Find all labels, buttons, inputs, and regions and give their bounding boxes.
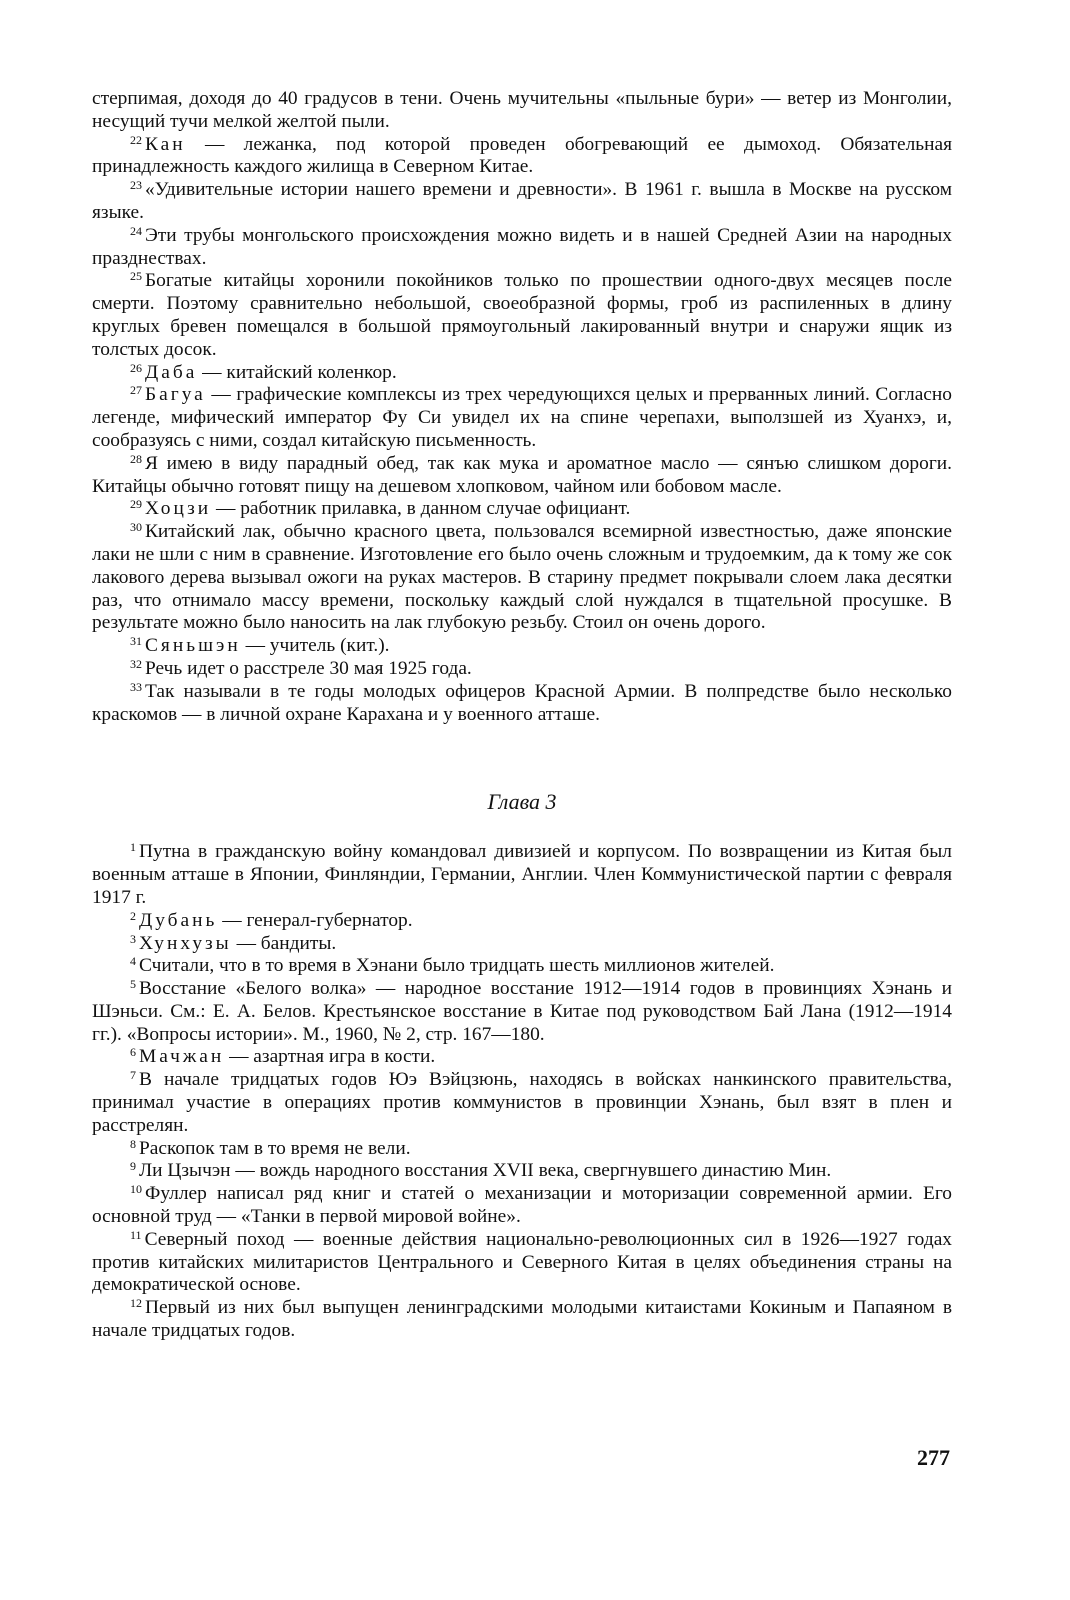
footnote-text: «Удивительные истории нашего времени и древности». В 1961 г. вышла в Москве на русском языке. (92, 179, 952, 223)
footnote (92, 978, 952, 1046)
footnote-number: 32 (130, 656, 142, 671)
footnote-text: Восстание «Белого волка» — народное восстание 1912—1914 годов в провинциях Хэнань и Шэньси. См.: Е. А. Белов. Крестьянское восстание в Китае под руководством Бай Лана (1912—1914 гг.). «Вопросы истории». М., 1960, № 2, стр. 167—180. (92, 978, 952, 1045)
footnote-number: 7 (130, 1068, 136, 1083)
footnote-text: Раскопок там в то время не вели. (139, 1137, 411, 1159)
footnote-term: Багуа (145, 384, 206, 406)
notes-top (92, 88, 952, 726)
footnote-text: — генерал-губернатор. (217, 909, 413, 931)
footnote (92, 910, 952, 933)
notes-chapter-3 (92, 841, 952, 1343)
footnote-number: 5 (130, 977, 136, 992)
footnote-term: Хоцзи (145, 498, 212, 520)
footnote-number: 1 (130, 840, 136, 855)
footnote (92, 658, 952, 681)
footnote (92, 1160, 952, 1183)
footnote (92, 1069, 952, 1137)
footnote-term: Мачжан (139, 1046, 225, 1068)
footnote-term: Хунхузы (139, 932, 232, 954)
footnote-text: Путна в гражданскую войну командовал дивизией и корпусом. По возвращении из Китая был военным атташе в Японии, Финляндии, Германии, Англии. Член Коммунистической партии с февраля 1917 г. (92, 841, 952, 908)
footnote (92, 681, 952, 727)
footnote (92, 1229, 952, 1297)
footnote-text: Я имею в виду парадный обед, так как мука и ароматное масло — сянъю слишком дороги. Китайцы обычно готовят пищу на дешевом хлопковом, чайном или бобовом масле. (92, 452, 952, 497)
footnote-text: — китайский коленкор. (197, 361, 397, 383)
footnote-text: Первый из них был выпущен ленинградскими молодыми китаистами Кокиным и Папаяном в начале тридцатых годов. (92, 1297, 952, 1342)
footnote-number: 3 (130, 931, 136, 946)
footnote (92, 362, 952, 385)
footnote (92, 841, 952, 909)
footnote-text: — учитель (кит.). (240, 635, 390, 657)
footnote-text: Богатые китайцы хоронили покойников только по прошествии одного-двух месяцев после смерти. Поэтому сравнительно небольшой, своеобразной формы, гроб из распиленных в длину круглых бревен помещался в большой прямоугольный лакированный внутри и снаружи ящик из толстых досок. (92, 270, 952, 360)
footnote-text: Речь идет о расстреле 30 мая 1925 года. (145, 657, 472, 679)
footnote (92, 270, 952, 361)
footnote (92, 1183, 952, 1229)
footnote-number: 9 (130, 1159, 136, 1174)
footnote-text: Ли Цзычэн — вождь народного восстания XVII века, свергнувшего династию Мин. (139, 1160, 832, 1182)
footnote-text: — бандиты. (231, 932, 337, 954)
footnote-number: 25 (130, 269, 142, 284)
footnote-number: 24 (130, 223, 142, 238)
footnote (92, 134, 952, 180)
footnote-number: 27 (130, 383, 142, 398)
footnote (92, 384, 952, 452)
footnote-text: Китайский лак, обычно красного цвета, пользовался всемирной известностью, даже японские лаки не шли с ним в сравнение. Изготовление его было очень сложным и трудоемким, да к тому же сок лакового дерева вызывал ожоги на руках мастеров. В старину предмет покрывали слоем лака десятки раз, что отнимало массу времени, поскольку каждый слой нуждался в тщательной просушке. В результате можно было наносить на лак глубокую резьбу. Стоил он очень дорого. (92, 521, 952, 634)
chapter-title: Глава 3 (487, 789, 557, 815)
footnote-text: Фуллер написал ряд книг и статей о механизации и моторизации современной армии. Его основной труд — «Танки в первой мировой войне». (92, 1183, 952, 1228)
footnote-term: Дубань (139, 909, 218, 931)
page-number: 277 (917, 1445, 950, 1470)
footnote (92, 498, 952, 521)
footnote-text: Северный поход — военные действия национально-революционных сил в 1926—1927 годах против китайских милитаристов Центрального и Северного Китая в целях объединения страны на демократической основе. (92, 1228, 952, 1296)
footnote (92, 933, 952, 956)
footnote (92, 1046, 952, 1069)
footnote-number: 26 (130, 360, 142, 375)
footnote-text: — графические комплексы из трех чередующихся целых и прерванных линий. Согласно легенде, мифический император Фу Си увидел их на спине черепахи, выползшей из Хуанхэ, и, сообразуясь с ними, создал китайскую письменность. (92, 384, 952, 451)
footnote (92, 453, 952, 499)
footnote-text: Так называли в те годы молодых офицеров Красной Армии. В полпредстве было несколько краскомов — в личной охране Карахана и у военного атташе. (92, 680, 952, 725)
footnote (92, 88, 952, 134)
footnote (92, 955, 952, 978)
footnote-number: 23 (130, 178, 142, 193)
footnote-number: 6 (130, 1045, 136, 1060)
footnote-text: стерпимая, доходя до 40 градусов в тени. Очень мучительны «пыльные бури» — ветер из Монголии, несущий тучи мелкой желтой пыли. (92, 88, 952, 132)
footnote (92, 1297, 952, 1343)
footnote-text: Считали, что в то время в Хэнани было тридцать шесть миллионов жителей. (139, 955, 775, 977)
footnote-text: Эти трубы монгольского происхождения можно видеть и в нашей Средней Азии на народных празднествах. (92, 224, 952, 269)
footnote-number: 4 (130, 954, 136, 969)
footnote (92, 521, 952, 635)
footnote-number: 31 (130, 634, 142, 649)
footnote-term: Даба (145, 361, 198, 383)
footnote-text: В начале тридцатых годов Юэ Вэйцзюнь, находясь в войсках нанкинского правительства, принимал участие в операциях против коммунистов в провинции Хэнань, был взят в плен и расстрелян. (92, 1069, 952, 1136)
footnote (92, 225, 952, 271)
footnote-text: — лежанка, под которой проведен обогревающий ее дымоход. Обязательная принадлежность каждого жилища в Северном Китае. (92, 133, 952, 178)
footnote-number: 28 (130, 451, 142, 466)
footnote-number: 30 (130, 520, 142, 535)
footnote-text: — работник прилавка, в данном случае официант. (211, 498, 631, 520)
footnote-number: 12 (130, 1296, 142, 1311)
footnote-number: 11 (130, 1227, 142, 1242)
footnote-number: 22 (130, 132, 142, 147)
footnote (92, 635, 952, 658)
footnote-number: 10 (130, 1182, 142, 1197)
footnote-number: 8 (130, 1136, 136, 1151)
footnote-text: — азартная игра в кости. (224, 1046, 436, 1068)
footnote (92, 1138, 952, 1161)
footnote-term: Сяньшэн (145, 635, 241, 657)
footnote (92, 179, 952, 225)
footnote-number: 33 (130, 679, 142, 694)
footnote-number: 29 (130, 497, 142, 512)
footnote-term: Кан (145, 133, 186, 155)
footnote-number: 2 (130, 908, 136, 923)
